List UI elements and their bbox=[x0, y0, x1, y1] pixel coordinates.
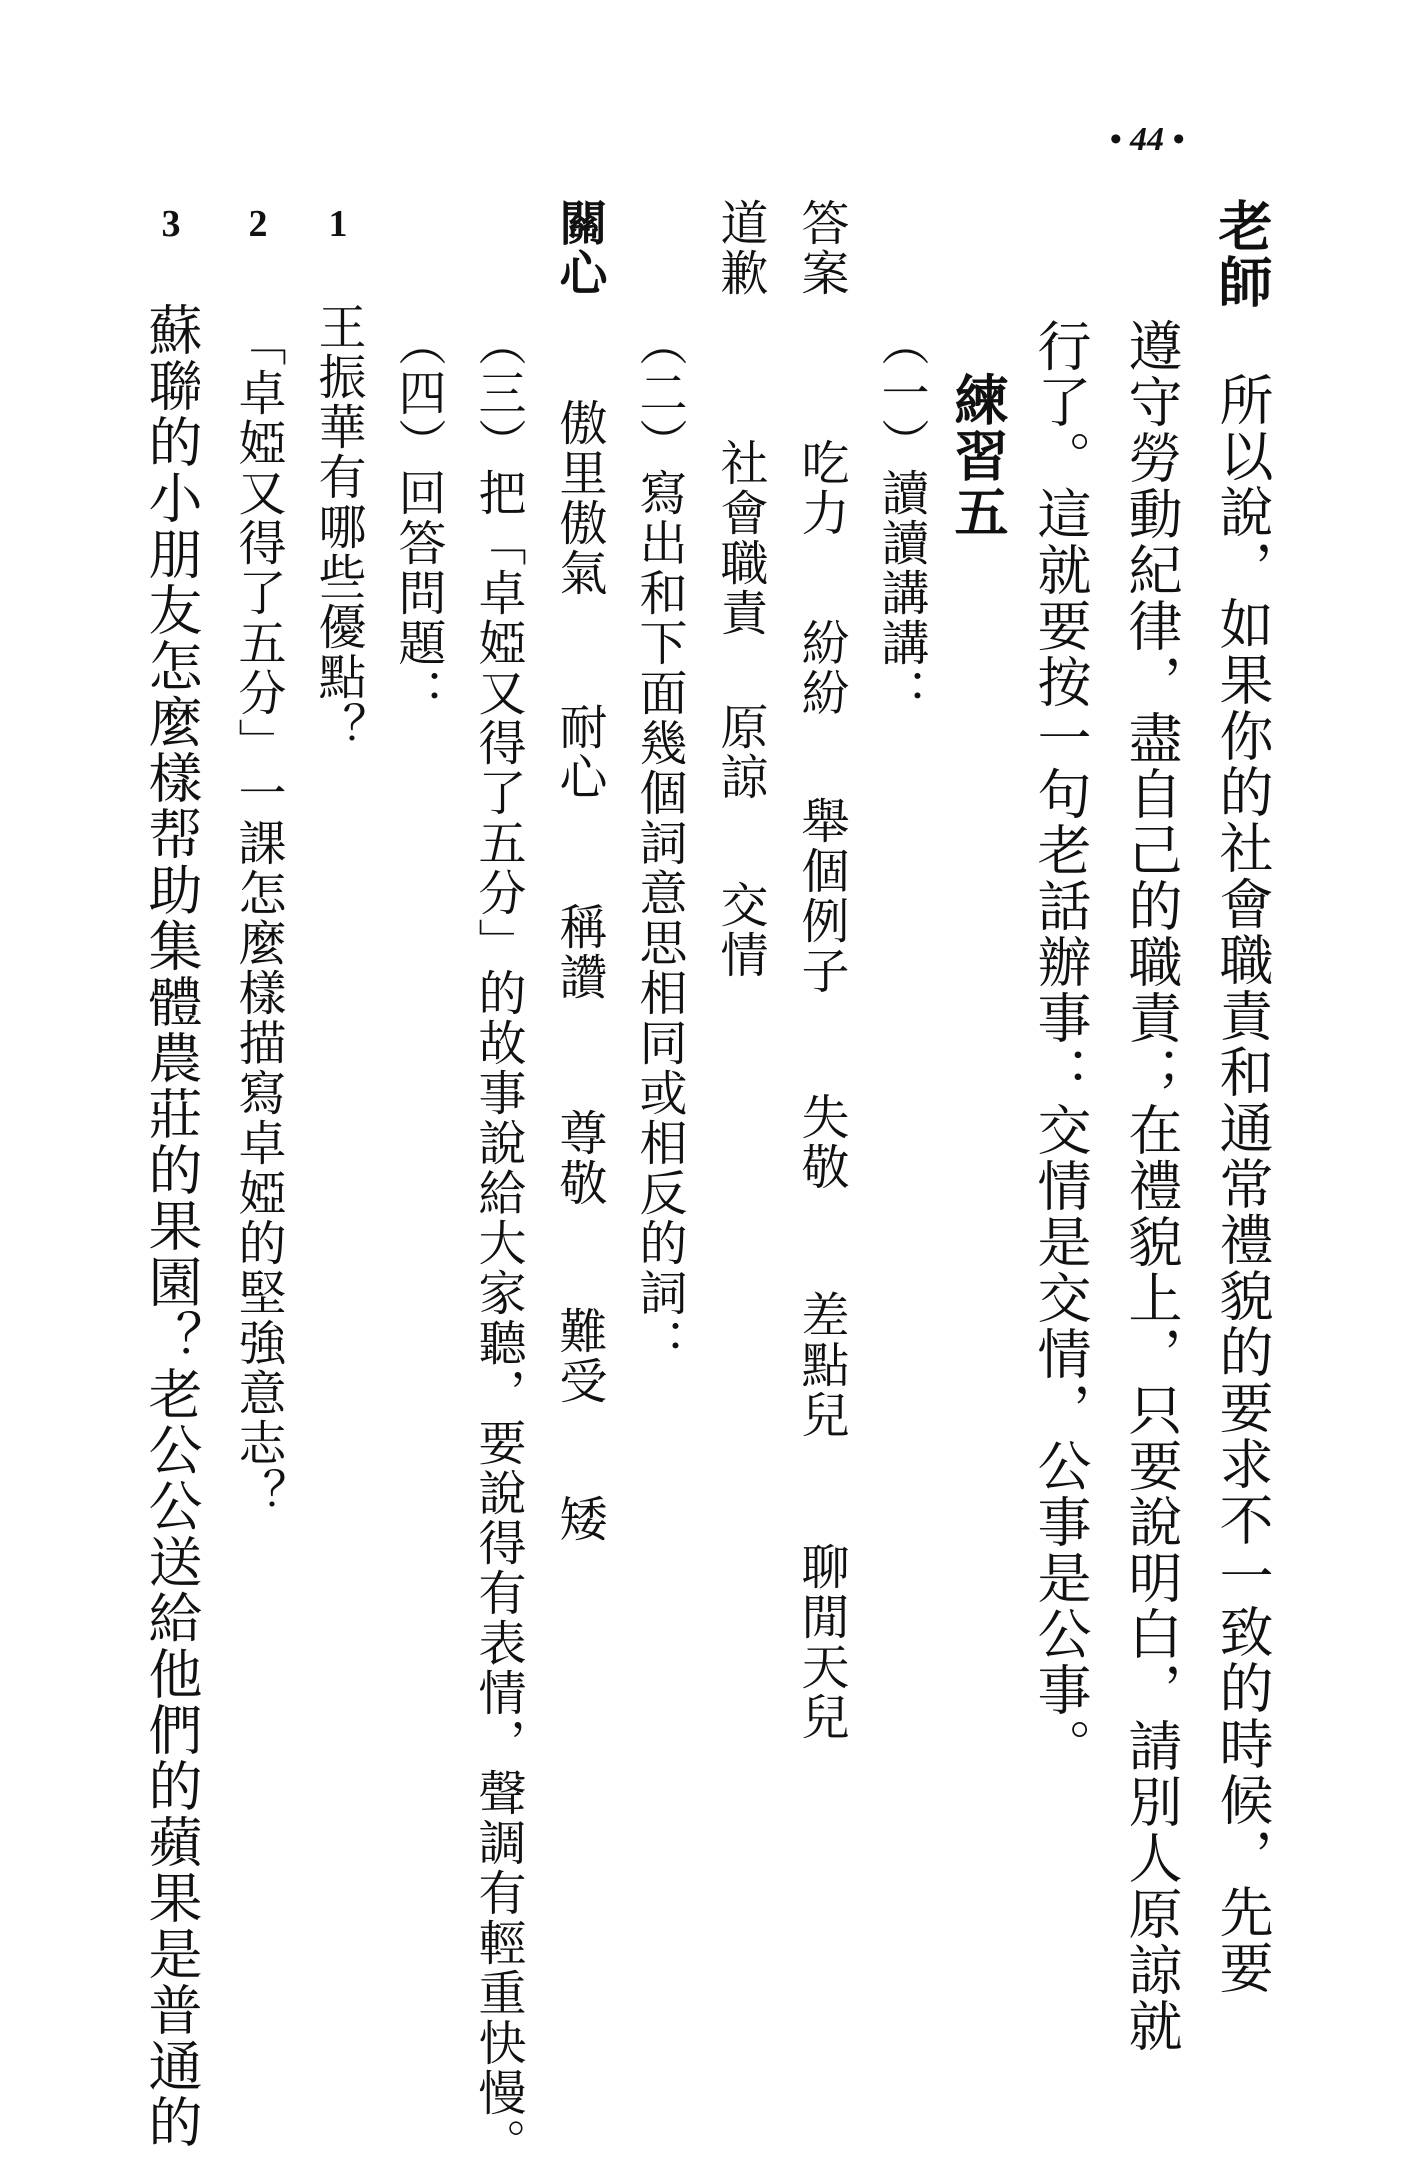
section-1-word: 差點兒 bbox=[793, 1290, 849, 1440]
section-1-word: 失敬 bbox=[793, 1092, 849, 1192]
question-number: 1 bbox=[328, 203, 348, 245]
section-1-word: 聊閒天兒 bbox=[793, 1542, 849, 1742]
section-2-word: 社會職責 bbox=[712, 438, 768, 638]
section-2-word: 矮 bbox=[551, 1494, 607, 1544]
section-1-word: 紛紛 bbox=[793, 618, 849, 718]
section-2-word: 耐心 bbox=[551, 702, 607, 802]
question-number: 2 bbox=[248, 203, 268, 245]
section-2-word: 原諒 bbox=[712, 702, 768, 802]
section-2-word: 交情 bbox=[712, 880, 768, 980]
section-1-word: 舉個例子 bbox=[793, 796, 849, 996]
page-number: • 44 • bbox=[1109, 121, 1185, 158]
section-2-word: 難受 bbox=[551, 1306, 607, 1406]
section-2-word: 傲里傲氣 bbox=[551, 398, 607, 598]
question-number: 3 bbox=[161, 203, 181, 245]
section-2-word: 稱讚 bbox=[551, 902, 607, 1002]
section-2-word: 尊敬 bbox=[551, 1108, 607, 1208]
section-1-word: 吃力 bbox=[793, 438, 849, 538]
